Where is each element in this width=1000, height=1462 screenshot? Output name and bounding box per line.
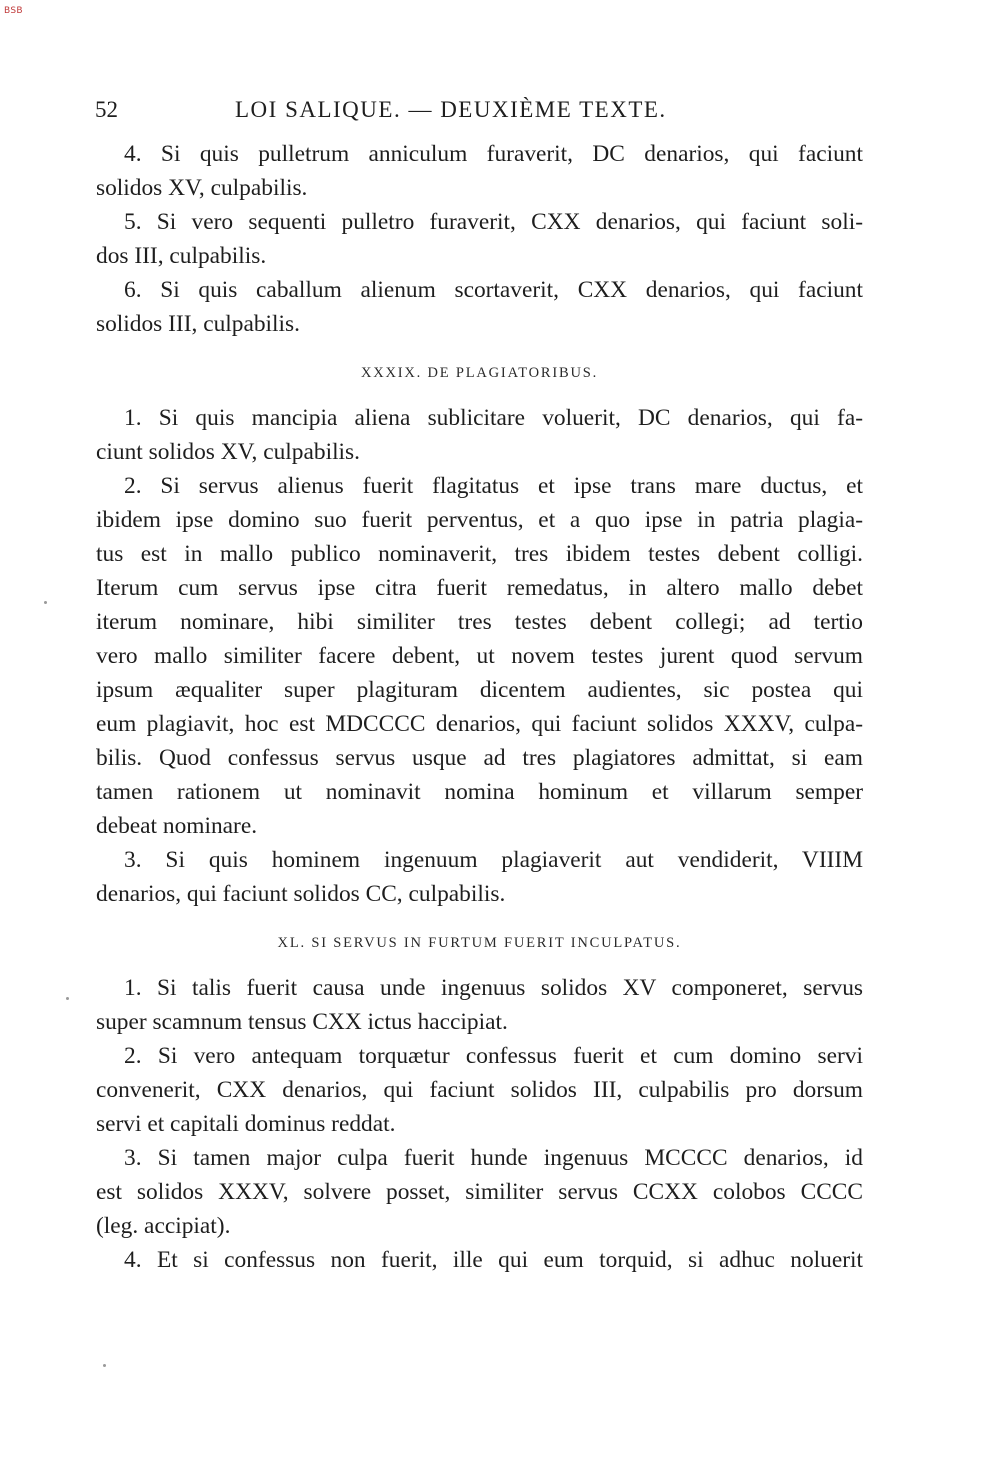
text-line: 4. Si quis pulletrum anniculum furaverit, DC denarios, qui faciunt xyxy=(124,141,863,167)
text-line: servi et capitali dominus reddat. xyxy=(96,1111,396,1137)
text-line: solidos III, culpabilis. xyxy=(96,311,300,337)
paragraph xyxy=(96,1039,863,1141)
text-line: Iterum cum servus ipse citra fuerit remedatus, in altero mallo debet xyxy=(96,575,863,601)
text-line: debeat nominare. xyxy=(96,813,258,839)
text-line: 6. Si quis caballum alienum scortaverit, CXX denarios, qui faciunt xyxy=(124,277,863,303)
paragraph xyxy=(96,205,863,273)
paragraph xyxy=(96,469,863,843)
text-line: solidos XV, culpabilis. xyxy=(96,175,308,201)
paragraph xyxy=(96,843,863,911)
paragraph xyxy=(96,137,863,205)
running-head: LOI SALIQUE. — DEUXIÈME TEXTE. xyxy=(235,97,667,122)
text-line: eum plagiavit, hoc est MDCCCC denarios, qui faciunt solidos XXXV, culpa- xyxy=(96,711,863,737)
text-line: 3. Si tamen major culpa fuerit hunde ingenuus MCCCC denarios, id xyxy=(124,1145,863,1171)
text-line: dos III, culpabilis. xyxy=(96,243,267,269)
text-line: 3. Si quis hominem ingenuum plagiaverit aut vendiderit, VIIIM xyxy=(124,847,863,873)
text-line: vero mallo similiter facere debent, ut novem testes jurent quod servum xyxy=(96,643,863,669)
paragraph xyxy=(96,273,863,341)
text-line: denarios, qui faciunt solidos CC, culpabilis. xyxy=(96,881,506,907)
text-line: tamen rationem ut nominavit nomina hominum et villarum semper xyxy=(96,779,863,805)
text-line: super scamnum tensus CXX ictus haccipiat. xyxy=(96,1009,508,1035)
library-mark: BSB xyxy=(4,6,23,16)
scan-speck xyxy=(66,997,69,1000)
text-line: ciunt solidos XV, culpabilis. xyxy=(96,439,361,465)
paragraph xyxy=(96,971,863,1039)
paragraph xyxy=(96,1141,863,1243)
text-line: tus est in mallo publico nominaverit, tres ibidem testes debent colligi. xyxy=(96,541,863,567)
section-heading: XL. SI SERVUS IN FURTUM FUERIT INCULPATUS. xyxy=(277,935,682,951)
text-line: (leg. accipiat). xyxy=(96,1213,231,1239)
body-text xyxy=(96,137,863,1277)
scan-speck xyxy=(103,1364,106,1367)
text-line: 4. Et si confessus non fuerit, ille qui eum torquid, si adhuc noluerit xyxy=(124,1247,863,1273)
text-line: 2. Si servus alienus fuerit flagitatus et ipse trans mare ductus, et xyxy=(124,473,863,499)
text-line: 1. Si quis mancipia aliena sublicitare voluerit, DC denarios, qui fa- xyxy=(124,405,863,431)
text-line: 1. Si talis fuerit causa unde ingenuus solidos XV componeret, servus xyxy=(124,975,863,1001)
paragraph xyxy=(96,401,863,469)
paragraph xyxy=(96,1243,863,1277)
text-line: iterum nominare, hibi similiter tres testes debent collegi; ad tertio xyxy=(96,609,863,635)
scan-speck xyxy=(44,601,47,604)
text-line: convenerit, CXX denarios, qui faciunt solidos III, culpabilis pro dorsum xyxy=(96,1077,863,1103)
text-line: ibidem ipse domino suo fuerit perventus, et a quo ipse in patria plagia- xyxy=(96,507,863,533)
text-line: 2. Si vero antequam torquætur confessus fuerit et cum domino servi xyxy=(124,1043,863,1069)
text-line: ipsum æqualiter super plagituram dicentem audientes, sic postea qui xyxy=(96,677,863,703)
section-heading: XXXIX. DE PLAGIATORIBUS. xyxy=(360,365,599,381)
text-line: bilis. Quod confessus servus usque ad tres plagiatores admittat, si eam xyxy=(96,745,863,771)
text-line: est solidos XXXV, solvere posset, similiter servus CCXX colobos CCCC xyxy=(96,1179,863,1205)
page-number: 52 xyxy=(95,97,118,122)
text-line: 5. Si vero sequenti pulletro furaverit, CXX denarios, qui faciunt soli- xyxy=(124,209,863,235)
